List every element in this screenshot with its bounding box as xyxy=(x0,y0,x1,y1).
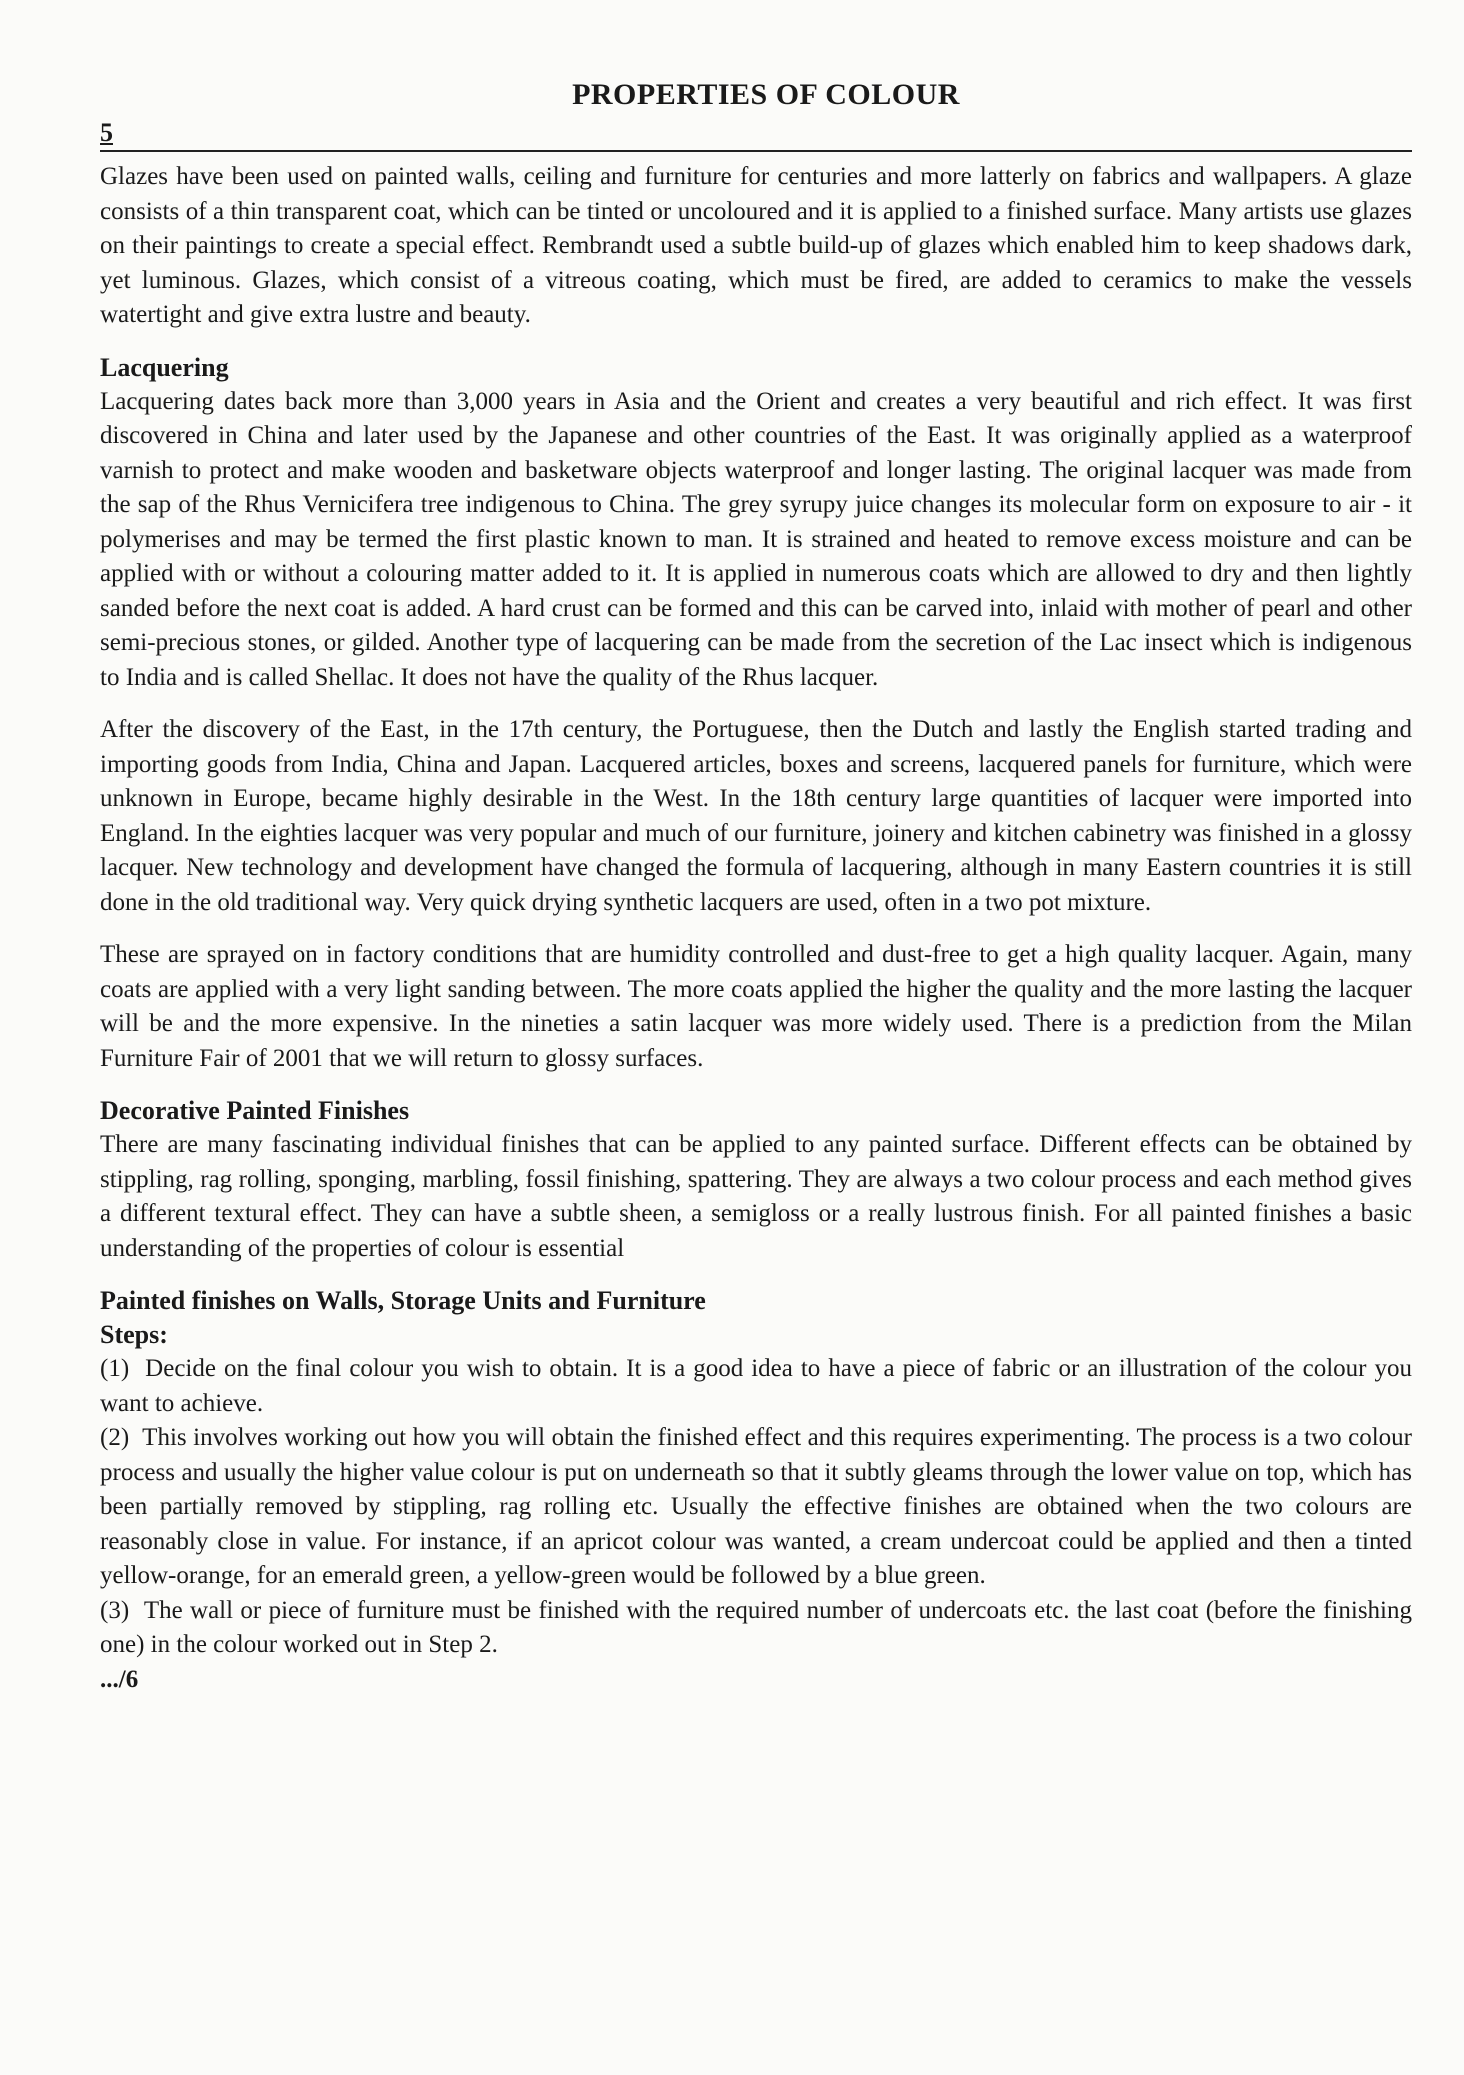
lacquering-section xyxy=(100,351,1412,696)
lacquering-paragraph-2: After the discovery of the East, in the 17th century, the Portuguese, then the Dutch and lastly the English started trading and importing goods from India, China and Japan. Lacquered articles, boxes and screens, lacquered panels for furniture, which were unknown in Europe, became highly desirable in the West. In the 18th century large quantities of lacquer were imported into England. In the eighties lacquer was very popular and much of our furniture, joinery and kitchen cabinetry was finished in a glossy lacquer. New technology and development have changed the formula of lacquering, although in many Eastern countries it is still done in the old traditional way. Very quick drying synthetic lacquers are used, often in a two pot mixture. xyxy=(100,716,1412,916)
lacquering-paragraph-3: These are sprayed on in factory conditions that are humidity controlled and dust-free to get a high quality lacquer. Again, many coats are applied with a very light sanding between. The more coats applied the higher the quality and the more lasting the lacquer will be and the more expensive. In the nineties a satin lacquer was more widely used. There is a prediction from the Milan Furniture Fair of 2001 that we will return to glossy surfaces. xyxy=(100,941,1412,1072)
step-2-number: (2) xyxy=(100,1424,130,1451)
steps-label: Steps: xyxy=(100,1320,168,1349)
decorative-heading: Decorative Painted Finishes xyxy=(100,1096,410,1125)
document-page xyxy=(100,78,1412,1697)
painted-finishes-heading: Painted finishes on Walls, Storage Units and Furniture xyxy=(100,1286,706,1315)
step-3 xyxy=(100,1594,1412,1663)
lacquering-heading: Lacquering xyxy=(100,352,229,382)
page-title: PROPERTIES OF COLOUR xyxy=(572,78,960,111)
lacquering-paragraph-1: Lacquering dates back more than 3,000 years in Asia and the Orient and creates a very beautiful and rich effect. It was first discovered in China and later used by the Japanese and other countries of the East. It was originally applied as a waterproof varnish to protect and make wooden and basketware objects waterproof and longer lasting. The original lacquer was made from the sap of the Rhus Vernicifera tree indigenous to China. The grey syrupy juice changes its molecular form on exposure to air - it polymerises and may be termed the first plastic known to man. It is strained and heated to remove excess moisture and can be applied with or without a colouring matter added to it. It is applied in numerous coats which are allowed to dry and then lightly sanded before the next coat is added. A hard crust can be formed and this can be carved into, inlaid with mother of pearl and other semi-precious stones, or gilded. Another type of lacquering can be made from the secretion of the Lac insect which is indigenous to India and is called Shellac. It does not have the quality of the Rhus lacquer. xyxy=(100,387,1412,691)
header-rule xyxy=(100,120,1412,152)
painted-finishes-section xyxy=(100,1284,1412,1663)
decorative-section xyxy=(100,1094,1412,1266)
continuation-marker: .../6 xyxy=(100,1665,139,1693)
step-3-number: (3) xyxy=(100,1596,130,1624)
step-1-number: (1) xyxy=(100,1355,130,1382)
decorative-paragraph: There are many fascinating individual finishes that can be applied to any painted surface. Different effects can be obtained by stippling, rag rolling, sponging, marbling, fossil finishing, spattering. They are always a two colour process and each method gives a different textural effect. They can have a subtle sheen, a semigloss or a really lustrous finish. For all painted finishes a basic understanding of the properties of colour is essential xyxy=(100,1131,1412,1262)
step-1 xyxy=(100,1352,1412,1421)
step-3-text: The wall or piece of furniture must be finished with the required number of undercoats etc. the last coat (before the finishing one) in the colour worked out in Step 2. xyxy=(100,1596,1412,1658)
step-1-text: Decide on the final colour you wish to obtain. It is a good idea to have a piece of fabric or an illustration of the colour you want to achieve. xyxy=(100,1355,1412,1417)
step-2 xyxy=(100,1421,1412,1594)
step-2-text: This involves working out how you will obtain the finished effect and this requires experimenting. The process is a two colour process and usually the higher value colour is put on underneath so that it subtly gleams through the lower value on top, which has been partially removed by stippling, rag rolling etc. Usually the effective finishes are obtained when the two colours are reasonably close in value. For instance, if an apricot colour was wanted, a cream undercoat could be applied and then a tinted yellow-orange, for an emerald green, a yellow-green would be followed by a blue green. xyxy=(100,1424,1413,1589)
intro-paragraph: Glazes have been used on painted walls, ceiling and furniture for centuries and more latterly on fabrics and wallpapers. A glaze consists of a thin transparent coat, which can be tinted or uncoloured and it is applied to a finished surface. Many artists use glazes on their paintings to create a special effect. Rembrandt used a subtle build-up of glazes which enabled him to keep shadows dark, yet luminous. Glazes, which consist of a vitreous coating, which must be fired, are added to ceramics to make the vessels watertight and give extra lustre and beauty. xyxy=(100,163,1412,328)
page-number: 5 xyxy=(100,118,113,147)
